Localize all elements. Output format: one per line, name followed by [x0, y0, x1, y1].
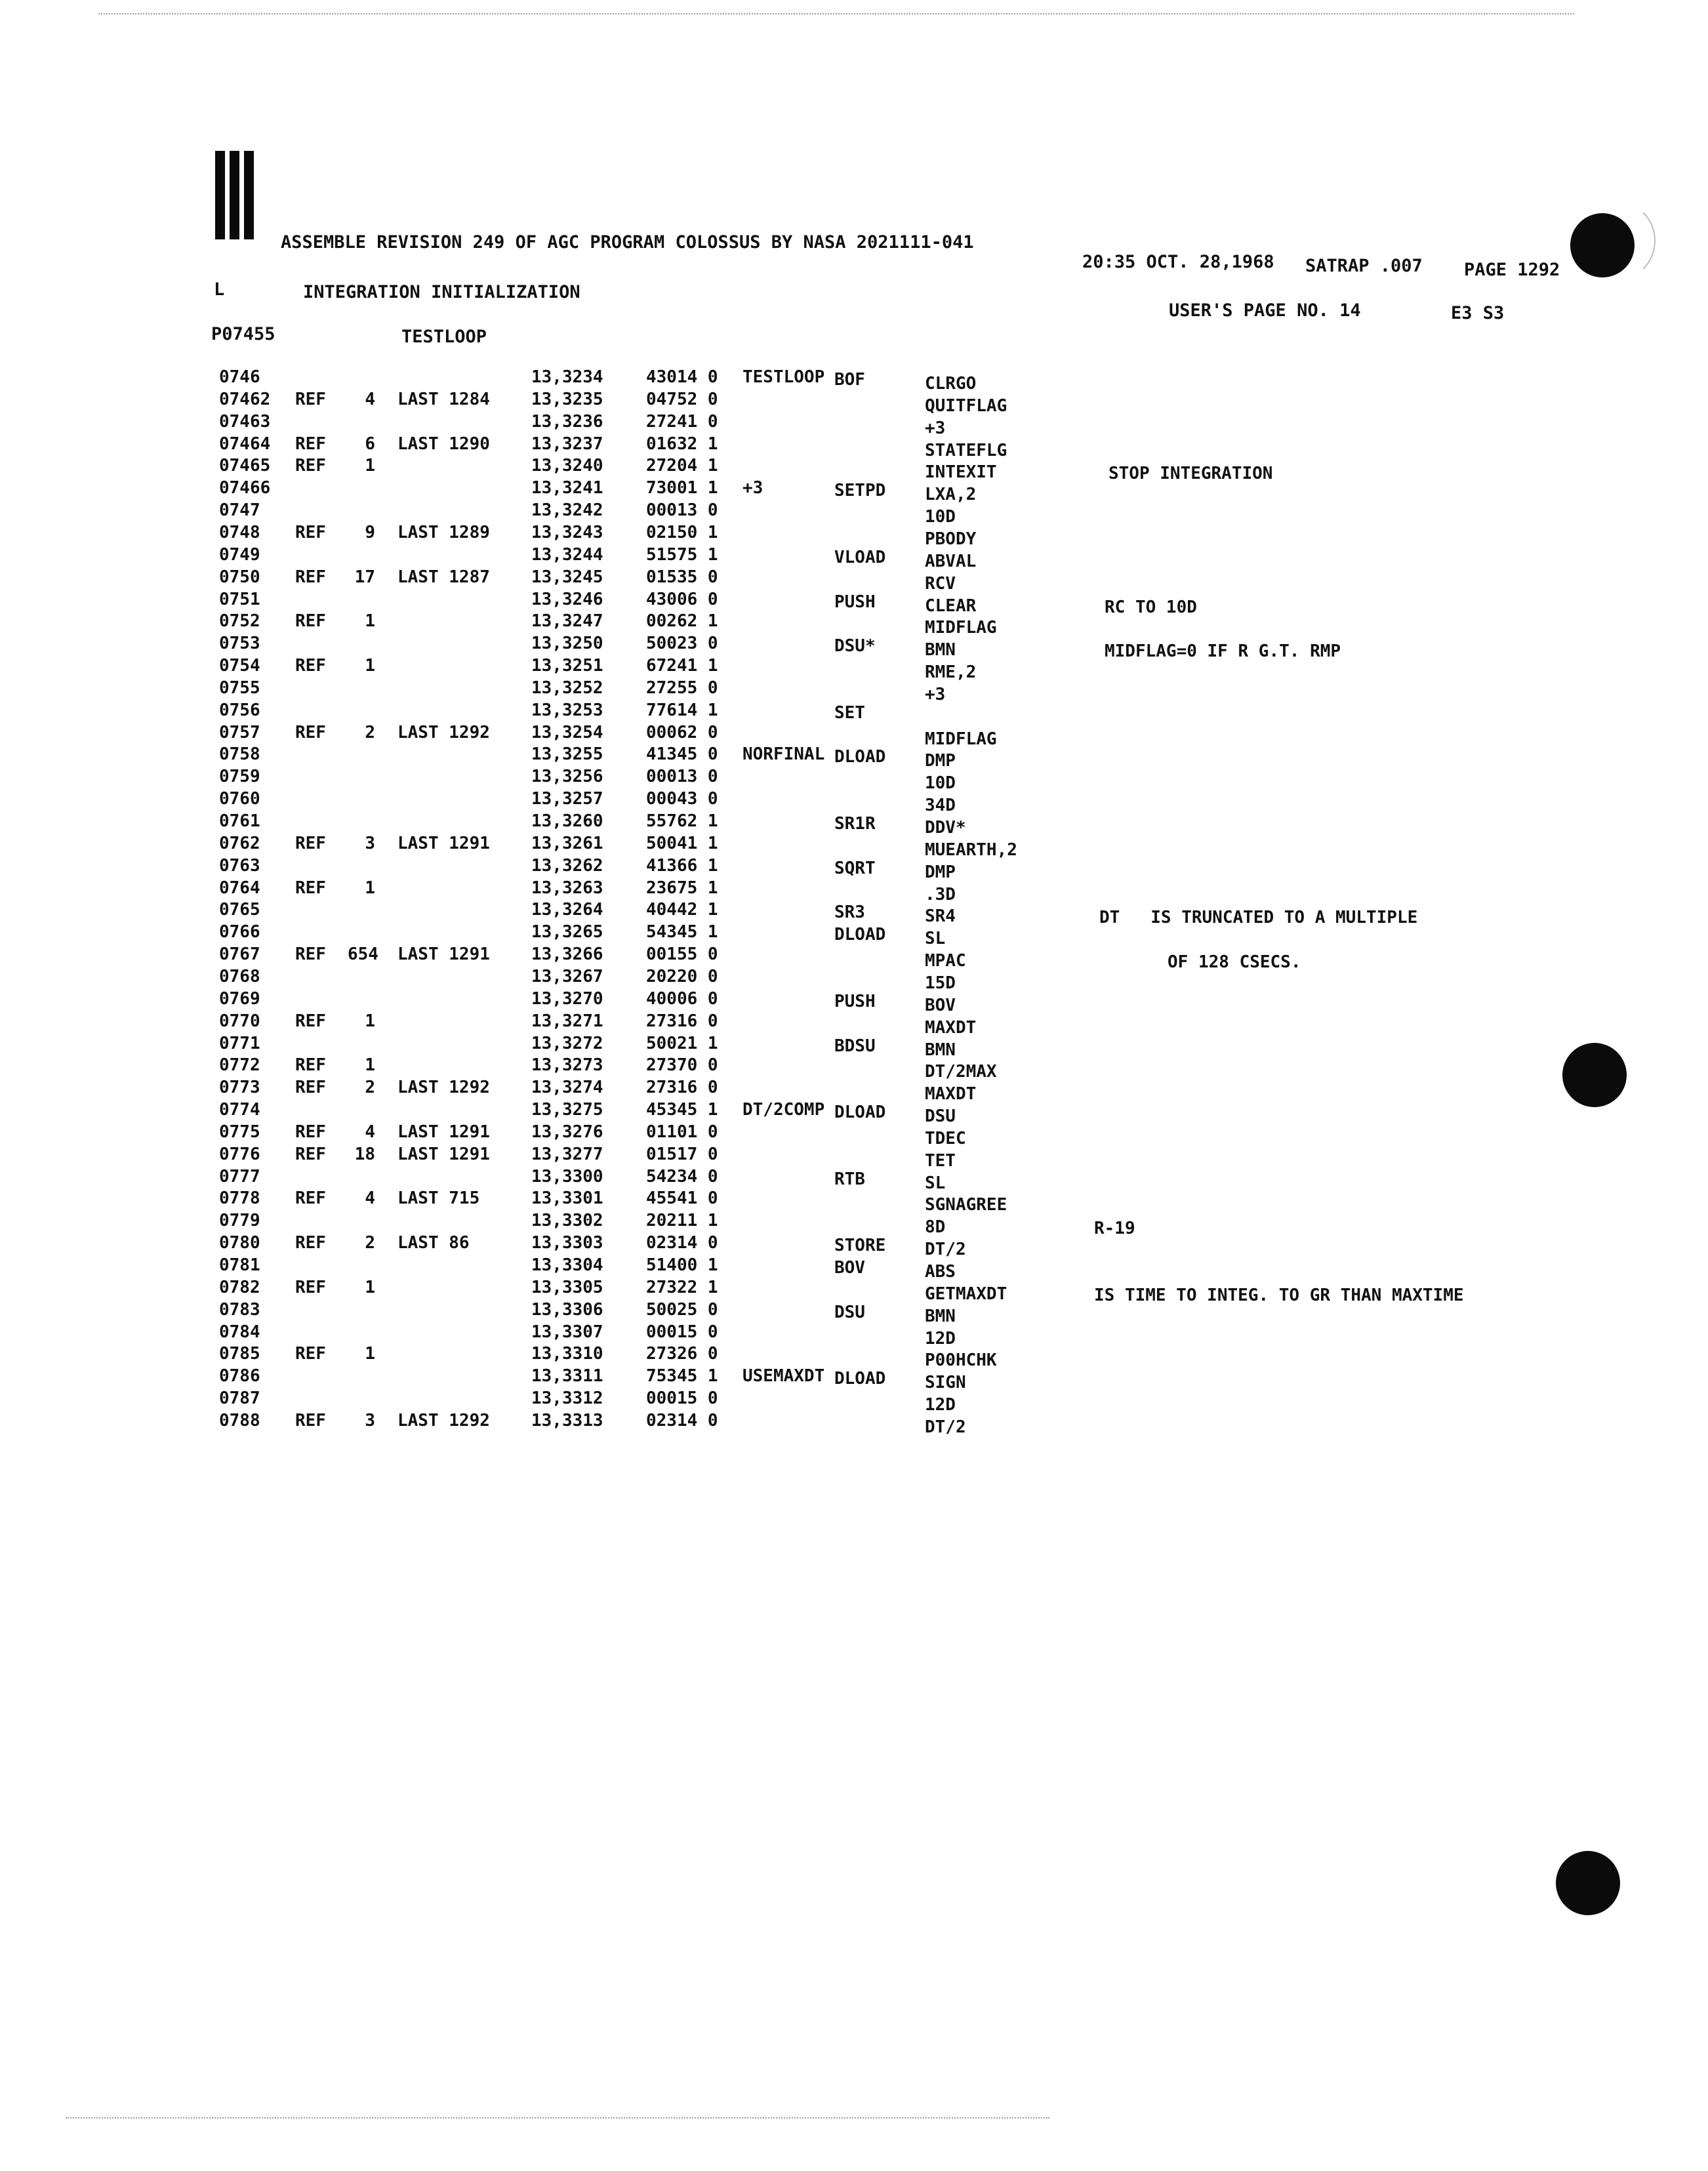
octal-word: 77614 1 [646, 700, 718, 720]
label: USEMAXDT [742, 1366, 825, 1387]
line-number: 0762 [219, 833, 260, 853]
ref-count: 1 [365, 1011, 375, 1031]
octal-word: 50023 0 [646, 634, 718, 654]
ref-marker: REF [295, 722, 326, 742]
operand: DMP [925, 751, 956, 771]
last-ref: LAST 1289 [397, 522, 490, 542]
operand: 10D [925, 773, 956, 794]
address: 13,3301 [531, 1188, 603, 1209]
address: 13,3250 [531, 634, 603, 654]
operand: MAXDT [925, 1017, 977, 1038]
line-number: 0761 [219, 811, 260, 831]
operand: BOV [925, 995, 956, 1015]
address: 13,3313 [531, 1410, 603, 1430]
operand: +3 [925, 684, 946, 704]
address: 13,3236 [531, 411, 603, 432]
opcode: DLOAD [834, 925, 886, 945]
scan-edge-top [98, 13, 1574, 14]
operand: SGNAGREE [925, 1195, 1007, 1215]
ref-marker: REF [295, 878, 326, 898]
line-number: 0784 [219, 1322, 260, 1342]
octal-word: 23675 1 [646, 878, 718, 898]
operand: GETMAXDT [925, 1284, 1007, 1304]
operand: SL [925, 1173, 946, 1193]
octal-word: 27316 0 [646, 1078, 718, 1098]
octal-word: 73001 1 [646, 478, 718, 498]
octal-word: 00062 0 [646, 722, 718, 742]
octal-word: 50021 1 [646, 1033, 718, 1053]
operand: +3 [925, 418, 946, 438]
address: 13,3251 [531, 656, 603, 676]
octal-word: 01101 0 [646, 1122, 718, 1142]
operand: MIDFLAG [925, 729, 997, 749]
last-ref: LAST 1287 [397, 567, 490, 587]
line-number: 0751 [219, 589, 260, 609]
assembly-line: ASSEMBLE REVISION 249 OF AGC PROGRAM COLOSSUS BY NASA 2021111-041 [281, 232, 974, 253]
ref-count: 1 [365, 1277, 375, 1297]
octal-word: 00013 0 [646, 500, 718, 521]
operand: BMN [925, 640, 956, 660]
octal-word: 27204 1 [646, 456, 718, 476]
operand: 34D [925, 796, 956, 816]
octal-word: 55762 1 [646, 811, 718, 831]
operand: SL [925, 929, 946, 949]
scan-edge-bottom [66, 2117, 1049, 2119]
line-number: 0781 [219, 1255, 260, 1275]
last-ref: LAST 1291 [397, 944, 490, 965]
octal-word: 00015 0 [646, 1322, 718, 1342]
octal-word: 20220 0 [646, 966, 718, 986]
comment: DT IS TRUNCATED TO A MULTIPLE [1099, 908, 1418, 928]
line-number: 0770 [219, 1011, 260, 1031]
opcode: DSU* [834, 636, 876, 657]
address: 13,3245 [531, 567, 603, 587]
last-ref: LAST 1292 [397, 1078, 490, 1098]
operand: MIDFLAG [925, 618, 997, 638]
opcode: SR1R [834, 814, 876, 834]
ref-marker: REF [295, 1122, 326, 1142]
opcode: BOF [834, 370, 865, 390]
line-number: 0756 [219, 700, 260, 720]
ref-marker: REF [295, 1233, 326, 1253]
operand: MAXDT [925, 1084, 977, 1105]
ref-marker: REF [295, 1410, 326, 1430]
opcode: VLOAD [834, 547, 886, 567]
label: TESTLOOP [742, 367, 825, 387]
line-number: 0775 [219, 1122, 260, 1142]
ref-marker: REF [295, 656, 326, 676]
operand: MUEARTH,2 [925, 840, 1017, 860]
address: 13,3234 [531, 367, 603, 387]
address: 13,3300 [531, 1166, 603, 1187]
opcode: BOV [834, 1258, 865, 1278]
address: 13,3275 [531, 1100, 603, 1120]
operand: CLEAR [925, 596, 977, 616]
comment: IS TIME TO INTEG. TO GR THAN MAXTIME [1094, 1285, 1464, 1305]
opcode: BDSU [834, 1036, 876, 1056]
label: NORFINAL [742, 744, 825, 765]
line-number: 0758 [219, 744, 260, 765]
address: 13,3304 [531, 1255, 603, 1275]
octal-word: 00043 0 [646, 789, 718, 809]
line-number: 0746 [219, 367, 260, 387]
timestamp: 20:35 OCT. 28,1968 [1082, 252, 1274, 272]
octal-word: 04752 0 [646, 389, 718, 409]
octal-word: 40006 0 [646, 988, 718, 1009]
operand: ABVAL [925, 551, 977, 571]
operand: DSU [925, 1106, 956, 1127]
ref-count: 1 [365, 1055, 375, 1076]
line-number: 0783 [219, 1299, 260, 1320]
octal-word: 40442 1 [646, 900, 718, 920]
address: 13,3270 [531, 988, 603, 1009]
ref-marker: REF [295, 456, 326, 476]
address: 13,3244 [531, 544, 603, 565]
opcode: DSU [834, 1302, 865, 1322]
ref-count: 1 [365, 1344, 375, 1364]
octal-word: 43006 0 [646, 589, 718, 609]
address: 13,3311 [531, 1366, 603, 1387]
address: 13,3264 [531, 900, 603, 920]
opcode: DLOAD [834, 1369, 886, 1389]
line-number: 0767 [219, 944, 260, 965]
line-number: 0785 [219, 1344, 260, 1364]
octal-word: 27370 0 [646, 1055, 718, 1076]
address: 13,3305 [531, 1277, 603, 1297]
ref-marker: REF [295, 833, 326, 853]
opcode: SR3 [834, 903, 865, 923]
ref-count: 17 [354, 567, 375, 587]
operand: 15D [925, 973, 956, 993]
line-number: 0755 [219, 678, 260, 698]
ref-count: 3 [365, 1410, 375, 1430]
ref-marker: REF [295, 1277, 326, 1297]
octal-word: 00155 0 [646, 944, 718, 965]
ref-marker: REF [295, 1011, 326, 1031]
comment: OF 128 CSECS. [1168, 952, 1301, 973]
ref-count: 1 [365, 878, 375, 898]
line-number: 0754 [219, 656, 260, 676]
page-codes: E3 S3 [1451, 303, 1505, 323]
line-number: 0778 [219, 1188, 260, 1209]
line-number: 0764 [219, 878, 260, 898]
octal-word: 45345 1 [646, 1100, 718, 1120]
opcode: SET [834, 702, 865, 723]
ref-marker: REF [295, 567, 326, 587]
operand: PBODY [925, 529, 977, 549]
ref-count: 4 [365, 1188, 375, 1209]
address: 13,3253 [531, 700, 603, 720]
ref-marker: REF [295, 1344, 326, 1364]
address: 13,3246 [531, 589, 603, 609]
octal-word: 02314 0 [646, 1233, 718, 1253]
address: 13,3266 [531, 944, 603, 965]
ident: P07455 [211, 324, 275, 344]
address: 13,3307 [531, 1322, 603, 1342]
ref-count: 9 [365, 522, 375, 542]
ref-count: 6 [365, 434, 375, 454]
ref-count: 2 [365, 722, 375, 742]
opcode: RTB [834, 1169, 865, 1189]
comment: R-19 [1094, 1219, 1135, 1239]
line-number: 0752 [219, 611, 260, 632]
ref-marker: REF [295, 611, 326, 632]
address: 13,3302 [531, 1211, 603, 1231]
line-number: 0749 [219, 544, 260, 565]
line-number: 07465 [219, 456, 271, 476]
opcode: PUSH [834, 991, 876, 1011]
opcode: SQRT [834, 858, 876, 878]
section-marker: L [214, 279, 225, 300]
octal-word: 02314 0 [646, 1410, 718, 1430]
line-number: 07462 [219, 389, 271, 409]
octal-word: 54345 1 [646, 922, 718, 943]
operand: QUITFLAG [925, 396, 1007, 416]
line-number: 0780 [219, 1233, 260, 1253]
ref-count: 2 [365, 1078, 375, 1098]
address: 13,3237 [531, 434, 603, 454]
operand: SIGN [925, 1373, 966, 1393]
octal-word: 00262 1 [646, 611, 718, 632]
operand: 12D [925, 1328, 956, 1349]
ref-count: 1 [365, 456, 375, 476]
operand: RME,2 [925, 662, 977, 683]
ref-count: 3 [365, 833, 375, 853]
operand: CLRGO [925, 374, 977, 394]
operand: MPAC [925, 951, 966, 971]
octal-word: 43014 0 [646, 367, 718, 387]
operand: RCV [925, 573, 956, 594]
line-number: 0766 [219, 922, 260, 943]
address: 13,3274 [531, 1078, 603, 1098]
punch-hole-middle [1562, 1043, 1627, 1107]
line-number: 0788 [219, 1410, 260, 1430]
octal-word: 51575 1 [646, 544, 718, 565]
line-number: 0759 [219, 767, 260, 787]
opcode: STORE [834, 1236, 886, 1256]
last-ref: LAST 1291 [397, 1144, 490, 1164]
line-number: 0782 [219, 1277, 260, 1297]
line-number: 0753 [219, 634, 260, 654]
operand: TDEC [925, 1128, 966, 1148]
address: 13,3312 [531, 1389, 603, 1409]
ref-count: 4 [365, 389, 375, 409]
opcode: SETPD [834, 481, 886, 501]
operand: BMN [925, 1040, 956, 1060]
ref-marker: REF [295, 1144, 326, 1164]
operand: DDV* [925, 818, 966, 838]
line-number: 0765 [219, 900, 260, 920]
octal-word: 20211 1 [646, 1211, 718, 1231]
octal-word: 41366 1 [646, 855, 718, 876]
ref-count: 2 [365, 1233, 375, 1253]
ref-marker: REF [295, 389, 326, 409]
line-number: 0748 [219, 522, 260, 542]
octal-word: 27255 0 [646, 678, 718, 698]
address: 13,3241 [531, 478, 603, 498]
line-number: 0768 [219, 966, 260, 986]
address: 13,3235 [531, 389, 603, 409]
octal-word: 27316 0 [646, 1011, 718, 1031]
ref-marker: REF [295, 522, 326, 542]
octal-word: 27326 0 [646, 1344, 718, 1364]
octal-word: 41345 0 [646, 744, 718, 765]
octal-word: 00013 0 [646, 767, 718, 787]
octal-word: 01535 0 [646, 567, 718, 587]
operand: 8D [925, 1217, 946, 1238]
ref-count: 1 [365, 656, 375, 676]
binder-mark [244, 151, 254, 239]
octal-word: 01632 1 [646, 434, 718, 454]
run-info: SATRAP .007 [1305, 256, 1423, 276]
operand: .3D [925, 884, 956, 904]
octal-word: 51400 1 [646, 1255, 718, 1275]
octal-word: 27322 1 [646, 1277, 718, 1297]
line-number: 0757 [219, 722, 260, 742]
line-number: 0773 [219, 1078, 260, 1098]
ref-marker: REF [295, 1188, 326, 1209]
line-number: 0786 [219, 1366, 260, 1387]
operand: 10D [925, 507, 956, 527]
comment: MIDFLAG=0 IF R G.T. RMP [1105, 641, 1341, 662]
address: 13,3255 [531, 744, 603, 765]
operand: INTEXIT [925, 462, 997, 483]
line-number: 0777 [219, 1166, 260, 1187]
opcode: DLOAD [834, 1103, 886, 1123]
operand: DT/2 [925, 1417, 966, 1437]
address: 13,3254 [531, 722, 603, 742]
last-ref: LAST 1284 [397, 389, 490, 409]
line-number: 0763 [219, 855, 260, 876]
ref-marker: REF [295, 1078, 326, 1098]
address: 13,3257 [531, 789, 603, 809]
address: 13,3243 [531, 522, 603, 542]
punch-hole-ring [1574, 200, 1656, 281]
ref-marker: REF [295, 944, 326, 965]
address: 13,3277 [531, 1144, 603, 1164]
address: 13,3265 [531, 922, 603, 943]
octal-word: 50041 1 [646, 833, 718, 853]
section-title: INTEGRATION INITIALIZATION [303, 282, 580, 302]
octal-word: 00015 0 [646, 1389, 718, 1409]
binder-mark [230, 151, 239, 239]
last-ref: LAST 1290 [397, 434, 490, 454]
line-number: 07466 [219, 478, 271, 498]
octal-word: 50025 0 [646, 1299, 718, 1320]
address: 13,3261 [531, 833, 603, 853]
ref-count: 1 [365, 611, 375, 632]
operand: ABS [925, 1262, 956, 1282]
line-number: 07463 [219, 411, 271, 432]
operand: 12D [925, 1395, 956, 1415]
opcode: DLOAD [834, 747, 886, 767]
address: 13,3263 [531, 878, 603, 898]
octal-word: 75345 1 [646, 1366, 718, 1387]
line-number: 0779 [219, 1211, 260, 1231]
last-ref: LAST 1292 [397, 1410, 490, 1430]
label: +3 [742, 478, 763, 498]
last-ref: LAST 1291 [397, 833, 490, 853]
octal-word: 01517 0 [646, 1144, 718, 1164]
operand: STATEFLG [925, 440, 1007, 460]
opcode: PUSH [834, 592, 876, 612]
octal-word: 67241 1 [646, 656, 718, 676]
operand: DMP [925, 862, 956, 882]
octal-word: 54234 0 [646, 1166, 718, 1187]
ref-marker: REF [295, 434, 326, 454]
label: DT/2COMP [742, 1100, 825, 1120]
address: 13,3306 [531, 1299, 603, 1320]
line-number: 07464 [219, 434, 271, 454]
operand: P00HCHK [925, 1350, 997, 1371]
address: 13,3240 [531, 456, 603, 476]
line-number: 0769 [219, 988, 260, 1009]
address: 13,3260 [531, 811, 603, 831]
address: 13,3247 [531, 611, 603, 632]
binder-mark [215, 151, 225, 239]
address: 13,3303 [531, 1233, 603, 1253]
routine-name: TESTLOOP [401, 327, 487, 347]
address: 13,3310 [531, 1344, 603, 1364]
octal-word: 27241 0 [646, 411, 718, 432]
last-ref: LAST 86 [397, 1233, 470, 1253]
page-number: PAGE 1292 [1464, 260, 1560, 280]
octal-word: 45541 0 [646, 1188, 718, 1209]
ref-count: 18 [354, 1144, 375, 1164]
operand: DT/2 [925, 1240, 966, 1260]
address: 13,3272 [531, 1033, 603, 1053]
users-page-number: USER'S PAGE NO. 14 [1169, 300, 1361, 321]
ref-count: 654 [348, 944, 378, 965]
line-number: 0787 [219, 1389, 260, 1409]
operand: BMN [925, 1306, 956, 1326]
line-number: 0771 [219, 1033, 260, 1053]
address: 13,3273 [531, 1055, 603, 1076]
operand: LXA,2 [925, 485, 977, 505]
address: 13,3267 [531, 966, 603, 986]
address: 13,3242 [531, 500, 603, 521]
operand: SR4 [925, 906, 956, 927]
address: 13,3252 [531, 678, 603, 698]
last-ref: LAST 715 [397, 1188, 480, 1209]
last-ref: LAST 1292 [397, 722, 490, 742]
line-number: 0776 [219, 1144, 260, 1164]
line-number: 0774 [219, 1100, 260, 1120]
line-number: 0750 [219, 567, 260, 587]
line-number: 0772 [219, 1055, 260, 1076]
line-number: 0760 [219, 789, 260, 809]
address: 13,3262 [531, 855, 603, 876]
address: 13,3276 [531, 1122, 603, 1142]
ref-count: 4 [365, 1122, 375, 1142]
address: 13,3271 [531, 1011, 603, 1031]
line-number: 0747 [219, 500, 260, 521]
operand: DT/2MAX [925, 1062, 997, 1082]
punch-hole-bottom [1556, 1851, 1620, 1915]
comment: RC TO 10D [1105, 597, 1197, 617]
octal-word: 02150 1 [646, 522, 718, 542]
address: 13,3256 [531, 767, 603, 787]
operand: TET [925, 1150, 956, 1171]
comment: STOP INTEGRATION [1108, 464, 1273, 484]
ref-marker: REF [295, 1055, 326, 1076]
last-ref: LAST 1291 [397, 1122, 490, 1142]
